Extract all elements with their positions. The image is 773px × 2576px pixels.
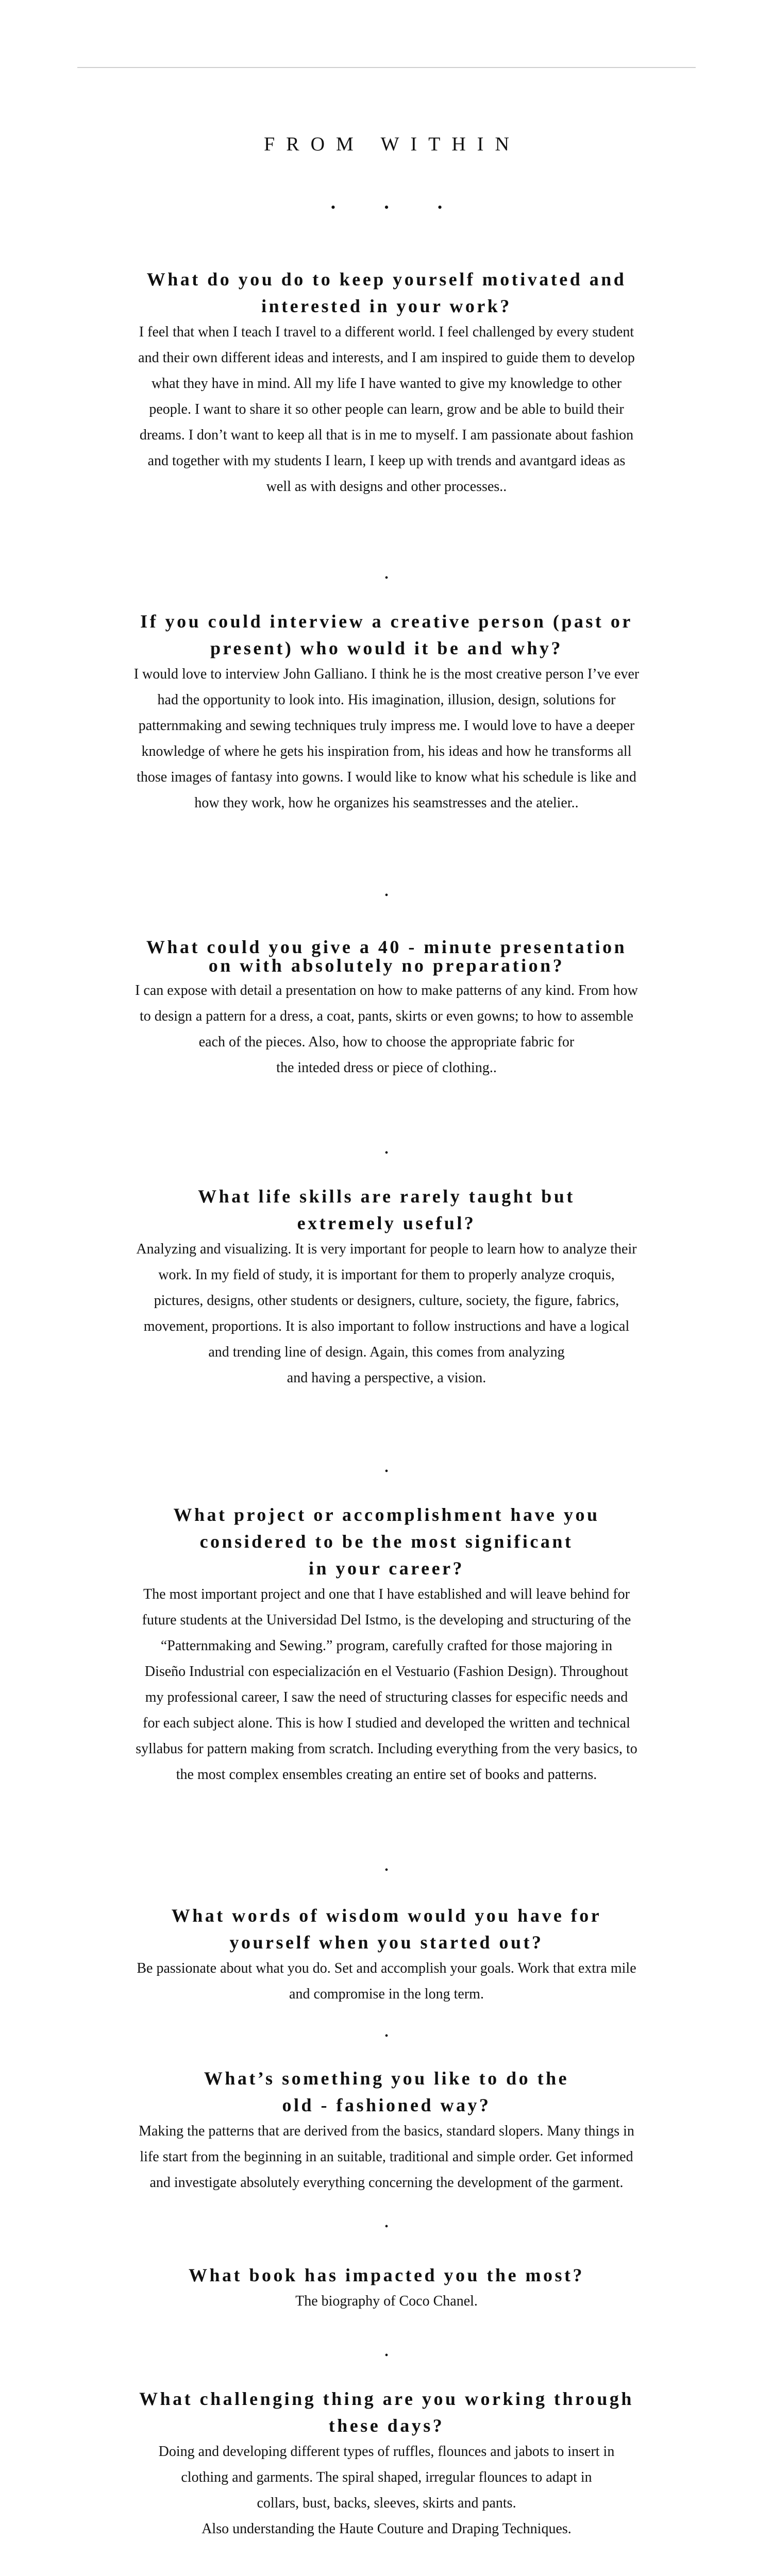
question-line: What could you give a 40 - minute presentation [146, 937, 627, 957]
answer-line: clothing and garments. The spiral shaped, irregular flounces to adapt in [181, 2469, 592, 2485]
answer-9 [77, 2439, 696, 2542]
question-line: What book has impacted you the most? [188, 2265, 585, 2285]
question-1 [77, 266, 696, 319]
question-6 [77, 1902, 696, 1956]
answer-5 [77, 1582, 696, 1788]
answer-line: syllabus for pattern making from scratch. Including everything from the very basics, to [136, 1741, 637, 1757]
answer-line: and their own different ideas and interests, and I am inspired to guide them to develop [138, 350, 635, 366]
qa-block-6 [77, 1902, 696, 2007]
question-line: What life skills are rarely taught but [198, 1186, 575, 1207]
answer-line: I would love to interview John Galliano. I think he is the most creative person I’ve ever [133, 666, 640, 682]
answer-line: to design a pattern for a dress, a coat, pants, skirts or even gowns; to how to assemble [139, 1008, 633, 1024]
answer-7 [77, 2119, 696, 2196]
question-line: extremely useful? [297, 1213, 476, 1233]
answer-line: and trending line of design. Again, this comes from analyzing [208, 1344, 565, 1360]
question-line: these days? [328, 2415, 445, 2436]
question-3 [77, 938, 696, 975]
question-line: present) who would it be and why? [210, 638, 563, 658]
answer-line: The most important project and one that I have established and will leave behind for [143, 1586, 630, 1602]
answer-8 [77, 2289, 696, 2314]
question-line: old - fashioned way? [282, 2095, 491, 2115]
answer-line: the most complex ensembles creating an entire set of books and patterns. [176, 1767, 597, 1783]
question-line: What challenging thing are you working through [139, 2388, 634, 2409]
qa-block-3 [77, 938, 696, 1081]
answer-line: Diseño Industrial con especialización en el Vestuario (Fashion Design). Throughout [144, 1664, 629, 1680]
question-line: What project or accomplishment have you [173, 1504, 600, 1525]
answer-line: collars, bust, backs, sleeves, skirts and pants. [257, 2495, 516, 2511]
answer-line: those images of fantasy into gowns. I would like to know what his schedule is like and [137, 769, 636, 785]
separator-dot: • [384, 2350, 389, 2361]
question-5 [77, 1501, 696, 1582]
separator-dot: • [384, 2030, 389, 2042]
top-divider [77, 67, 696, 68]
qa-block-2 [77, 608, 696, 816]
question-line: yourself when you started out? [229, 1932, 544, 1953]
question-2 [77, 608, 696, 662]
answer-line: I feel that when I teach I travel to a different world. I feel challenged by every student [139, 324, 634, 340]
answer-line: Be passionate about what you do. Set and accomplish your goals. Work that extra mile [137, 1960, 636, 1976]
answer-line: Making the patterns that are derived from the basics, standard slopers. Many things in [139, 2123, 634, 2139]
question-line: What’s something you like to do the [204, 2068, 569, 2089]
answer-line: patternmaking and sewing techniques truly impress me. I would love to have a deeper [138, 718, 635, 734]
answer-line: life start from the beginning in an suitable, traditional and simple order. Get informed [140, 2149, 633, 2165]
answer-3 [77, 978, 696, 1081]
answer-line: what they have in mind. All my life I have wanted to give my knowledge to other [151, 376, 622, 392]
answer-line: “Patternmaking and Sewing.” program, carefully crafted for those majoring in [160, 1638, 613, 1654]
answer-6 [77, 1956, 696, 2007]
answer-line: had the opportunity to look into. His imagination, illusion, design, solutions for [157, 692, 616, 708]
qa-block-1 [77, 266, 696, 500]
question-4 [77, 1183, 696, 1236]
answer-line: Analyzing and visualizing. It is very important for people to learn how to analyze their [136, 1241, 637, 1257]
separator-dot: • [384, 2221, 389, 2232]
qa-block-5 [77, 1501, 696, 1788]
answer-line: and together with my students I learn, I keep up with trends and avantgard ideas as [147, 453, 626, 469]
question-9 [77, 2385, 696, 2439]
answer-line: well as with designs and other processes.. [266, 479, 507, 495]
answer-line: and investigate absolutely everything concerning the development of the garment. [149, 2175, 624, 2191]
separator-dot: • [384, 1865, 389, 1876]
answer-line: Also understanding the Haute Couture and Draping Techniques. [201, 2521, 572, 2537]
question-line: What words of wisdom would you have for [171, 1905, 602, 1926]
answer-4 [77, 1236, 696, 1391]
answer-line: movement, proportions. It is also important to follow instructions and have a logical [143, 1318, 630, 1334]
answer-line: for each subject alone. This is how I studied and developed the written and technical [143, 1715, 630, 1731]
answer-line: Doing and developing different types of ruffles, flounces and jabots to insert in [158, 2444, 615, 2460]
answer-line: the inteded dress or piece of clothing.. [276, 1060, 497, 1076]
answer-line: knowledge of where he gets his inspiration from, his ideas and how he transforms all [141, 743, 632, 759]
separator-dot: • [384, 890, 389, 901]
qa-block-8 [77, 2262, 696, 2314]
answer-line: future students at the Universidad Del Istmo, is the developing and structuring of the [142, 1612, 631, 1628]
answer-line: how they work, how he organizes his seamstresses and the atelier.. [194, 795, 579, 811]
qa-block-4 [77, 1183, 696, 1391]
answer-line: dreams. I don’t want to keep all that is in me to myself. I am passionate about fashion [139, 427, 634, 443]
answer-1 [77, 319, 696, 500]
question-line: in your career? [308, 1558, 465, 1579]
question-line: interested in your work? [261, 296, 512, 316]
answer-line: and having a perspective, a vision. [287, 1370, 486, 1386]
qa-block-9 [77, 2385, 696, 2542]
answer-line: my professional career, I saw the need of structuring classes for especific needs and [145, 1689, 628, 1705]
page-title: FROM WITHIN [264, 133, 520, 155]
separator-dot: • [384, 1147, 389, 1159]
question-line: What do you do to keep yourself motivated and [146, 269, 627, 290]
question-8 [77, 2262, 696, 2289]
separator-dot: • [384, 572, 389, 584]
title-dots: • • • [330, 200, 465, 215]
qa-block-7 [77, 2065, 696, 2196]
question-7 [77, 2065, 696, 2119]
question-line: If you could interview a creative person (past or [140, 611, 633, 632]
separator-dot: • [384, 1466, 389, 1477]
answer-line: pictures, designs, other students or designers, culture, society, the figure, fabrics, [154, 1293, 619, 1309]
answer-line: work. In my field of study, it is important for them to properly analyze croquis, [158, 1267, 615, 1283]
question-line: on with absolutely no preparation? [208, 955, 565, 976]
answer-line: I can expose with detail a presentation on how to make patterns of any kind. From how [135, 982, 638, 998]
answer-line: each of the pieces. Also, how to choose the appropriate fabric for [198, 1034, 575, 1050]
answer-2 [77, 662, 696, 816]
answer-line: people. I want to share it so other people can learn, grow and be able to build their [149, 401, 624, 417]
answer-line: and compromise in the long term. [289, 1986, 484, 2002]
answer-line: The biography of Coco Chanel. [295, 2293, 478, 2309]
question-line: considered to be the most significant [199, 1531, 574, 1552]
